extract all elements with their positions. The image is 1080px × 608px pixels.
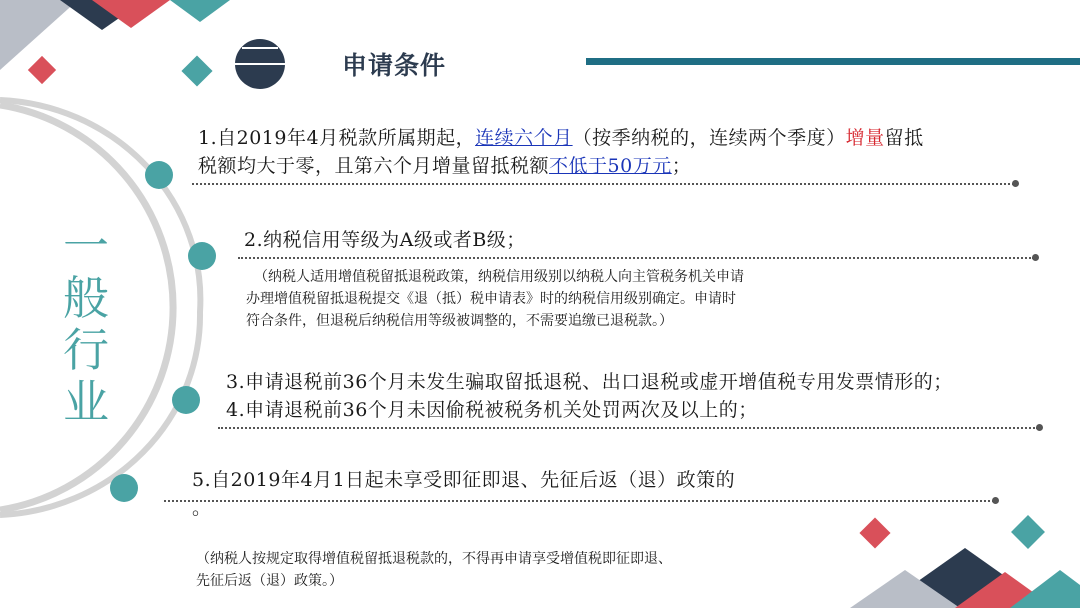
item-2-note-line-2: 办理增值税留抵退税提交《退（抵）税申请表》时的纳税信用级别确定。申请时 [246,291,736,307]
item-2-note-line-1: （纳税人适用增值税留抵退税政策，纳税信用级别以纳税人向主管税务机关申请 [254,269,744,285]
teal-diamond-bottom [1011,515,1045,549]
link-six-months[interactable]: 连续六个月 [475,127,573,149]
teal-triangle-top [170,0,230,22]
divider-dotted-1 [192,183,1014,185]
item-4: 4.申请退税前36个月未因偷税被税务机关处罚两次及以上的； [226,399,758,421]
page-title: 申请条件 [342,51,447,80]
item-2: 2.纳税信用等级为A级或者B级； [244,229,526,251]
divider-dotted-3 [218,427,1038,429]
item-5-note-line-1: （纳税人按规定取得增值税留抵退税款的，不得再申请享受增值税即征即退、 [196,551,672,567]
arc-node-4 [110,474,138,502]
category-label: 一般行业 [63,219,109,429]
header-accent-bar [586,58,1080,65]
divider-end-dot-2 [1032,254,1039,261]
item-5-note-line-2: 先征后返（退）政策。） [196,573,343,589]
arc-node-1 [145,161,173,189]
divider-end-dot-3 [1036,424,1043,431]
red-diamond-bottom [859,517,890,548]
item-1-line-2: 税额均大于零，且第六个月增量留抵税额不低于50万元； [198,155,692,177]
item-1-line-1: 1.自2019年4月税款所属期起，连续六个月（按季纳税的，连续两个季度）增量留抵 [198,127,924,149]
item-3: 3.申请退税前36个月未发生骗取留抵退税、出口退税或虚开增值税专用发票情形的； [226,371,953,393]
teal-diamond-top [181,55,212,86]
arc-node-2 [188,242,216,270]
link-min-amount[interactable]: 不低于50万元 [549,155,672,177]
divider-dotted-4 [164,500,994,502]
red-diamond-left [28,56,56,84]
item-5-line-1: 5.自2019年4月1日起未享受即征即退、先征后返（退）政策的 [192,469,736,491]
highlight-increment: 增量 [845,127,885,149]
arc-node-3 [172,386,200,414]
divider-end-dot-4 [992,497,999,504]
item-5-line-2: 。 [192,497,212,519]
divider-end-dot-1 [1012,180,1019,187]
divider-dotted-2 [238,257,1034,259]
item-2-note-line-3: 符合条件，但退税后纳税信用等级被调整的，不需要追缴已退税款。） [246,313,673,329]
